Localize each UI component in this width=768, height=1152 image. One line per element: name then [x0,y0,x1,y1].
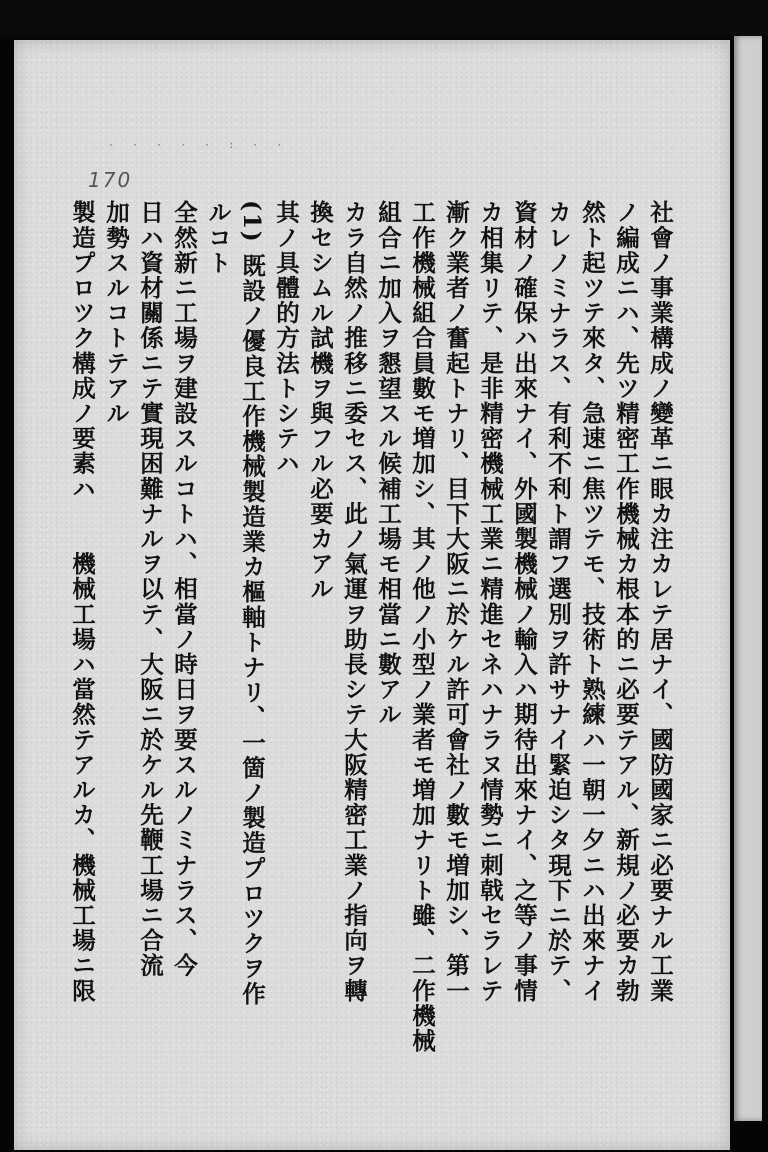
text-column-5: 資材ノ確保ハ出來ナイ、外國製機械ノ輸入ハ期待出來ナイ、之等ノ事情 [510,200,538,1004]
text-column-11: 換セシムル試機ヲ與フル必要カアル [306,200,334,602]
text-column-17: 加勢スルコトテアル [102,200,130,426]
text-column-6: カ相集リテ、是非精密機械工業ニ精進セネハナラヌ情勢ニ刺戟セラレテ [476,200,504,1004]
text-column-4: カレノミナラス、有利不利ト謂フ選別ヲ許サナイ緊迫シタ現下ニ於テ、 [544,200,572,1004]
text-column-10: カラ自然ノ推移ニ委セス、此ノ氣運ヲ助長シテ大阪精密工業ノ指向ヲ轉 [340,200,368,1004]
text-column-1: 社會ノ事業構成ノ變革ニ眼カ注カレテ居ナイ、國防國家ニ必要ナル工業 [646,200,674,1004]
vertical-text-block [68,200,674,1140]
text-column-12: 其ノ具體的方法トシテハ [272,200,300,477]
scanner-background [0,0,768,36]
text-column-15: 全然新ニ工場ヲ建設スルコトハ、相當ノ時日ヲ要スルノミナラス、今 [170,200,198,979]
text-column-14: ルコト [204,200,232,276]
text-column-16: 日ハ資材關係ニテ實現困難ナルヲ以テ、大阪ニ於ケル先鞭工場ニ合流 [136,200,164,979]
text-column-13: (1) 既設ノ優良工作機械製造業カ樞軸トナリ、一箇ノ製造プロツクヲ作 [238,200,266,1007]
next-page-edge [734,36,762,1121]
book-page [14,40,730,1150]
text-column-8: 工作機械組合員數モ増加シ、其ノ他ノ小型ノ業者モ増加ナリト雖、二作機械 [408,200,436,1054]
text-column-3: 然ト起ツテ來タ、急速ニ焦ツテモ、技術ト熟練ハ一朝一夕ニハ出來ナイ [578,200,606,1004]
text-column-9: 組合ニ加入ヲ懇望スル候補工場モ相當ニ數アル [374,200,402,728]
text-column-7: 漸ク業者ノ奮起トナリ、目下大阪ニ於ケル許可會社ノ數モ増加シ、第一 [442,200,470,1004]
text-column-2: ノ編成ニハ、先ツ精密工作機械カ根本的ニ必要テアル、新規ノ必要カ勃 [612,200,640,1004]
text-column-18: 製造プロツク構成ノ要素ハ 機械工場ハ當然テアルカ、機械工場ニ限 [68,200,96,1004]
header-marks: · · · · · : · · [108,140,289,151]
page-number: 170 [88,168,133,192]
